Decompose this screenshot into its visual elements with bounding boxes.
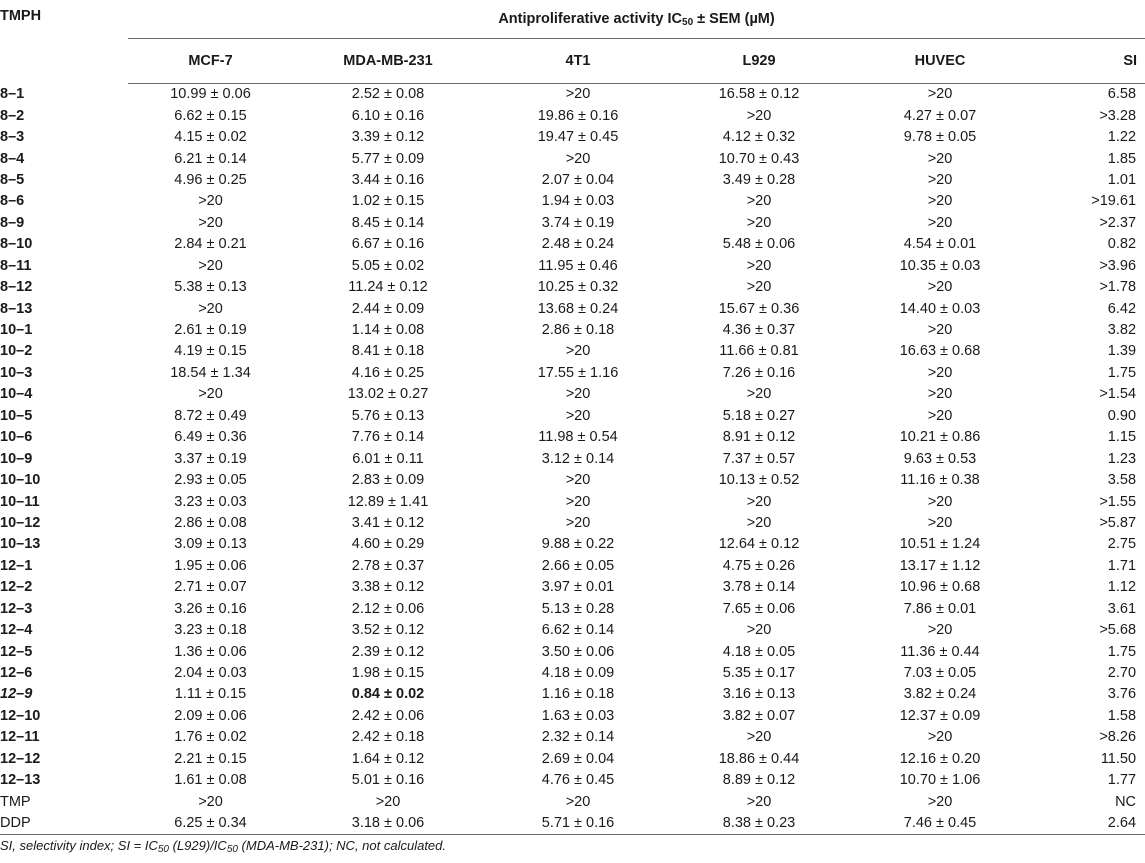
value-cell: 4.19 ± 0.15	[174, 343, 247, 360]
compound-name: 10–9	[0, 450, 33, 467]
value-cell: 7.26 ± 0.16	[722, 364, 796, 381]
si-cell: 2.75	[1107, 536, 1137, 553]
value-cell: 19.47 ± 0.45	[537, 129, 619, 146]
value-cell: 3.23 ± 0.03	[174, 493, 247, 510]
table-row	[0, 599, 1145, 620]
value-cell: 1.94 ± 0.03	[541, 193, 615, 210]
table-row	[0, 620, 1145, 641]
si-cell: 3.76	[1107, 686, 1137, 703]
table-row	[0, 363, 1145, 384]
compound-name: 8–1	[0, 85, 25, 102]
table-row	[0, 641, 1145, 662]
table-row	[0, 298, 1145, 319]
table-body	[0, 84, 1145, 835]
value-cell: 13.68 ± 0.24	[537, 300, 619, 317]
value-cell: 12.16 ± 0.20	[899, 750, 981, 767]
value-cell: >20	[927, 793, 953, 810]
compound-name: 12–2	[0, 579, 33, 596]
value-cell: 2.42 ± 0.18	[351, 729, 425, 746]
value-cell: 4.12 ± 0.32	[722, 129, 796, 146]
si-cell: 1.23	[1107, 450, 1137, 467]
table-row	[0, 706, 1145, 727]
value-cell: 4.18 ± 0.05	[722, 643, 796, 660]
value-cell: 3.12 ± 0.14	[541, 450, 615, 467]
value-cell: 8.89 ± 0.12	[722, 772, 796, 789]
value-cell: 8.72 ± 0.49	[174, 407, 247, 424]
compound-name: 10–2	[0, 343, 33, 360]
value-cell: >20	[927, 214, 953, 231]
value-cell: 2.84 ± 0.21	[174, 236, 247, 253]
table-row	[0, 148, 1145, 169]
table-row	[0, 663, 1145, 684]
value-cell: 6.49 ± 0.36	[174, 429, 247, 446]
column-header: L929	[673, 39, 845, 84]
value-cell: 17.55 ± 1.16	[537, 364, 619, 381]
compound-name: 8–12	[0, 279, 33, 296]
value-cell: 8.38 ± 0.23	[673, 813, 845, 835]
value-cell: 10.96 ± 0.68	[899, 579, 981, 596]
value-cell: 9.78 ± 0.05	[903, 129, 977, 146]
value-cell: 1.11 ± 0.15	[174, 686, 247, 703]
value-cell: >20	[198, 793, 223, 810]
compound-name: 10–13	[0, 536, 41, 553]
value-cell: 10.99 ± 0.06	[170, 86, 251, 103]
compound-name: 8–13	[0, 300, 33, 317]
value-cell: 16.63 ± 0.68	[899, 343, 981, 360]
value-cell: >20	[746, 729, 772, 746]
table-row	[0, 491, 1145, 512]
value-cell: 6.67 ± 0.16	[351, 236, 425, 253]
table-row	[0, 384, 1145, 405]
value-cell: 3.26 ± 0.16	[174, 600, 247, 617]
value-cell: 12.37 ± 0.09	[899, 707, 981, 724]
value-cell: 7.03 ± 0.05	[903, 665, 977, 682]
value-cell: 9.63 ± 0.53	[903, 450, 977, 467]
value-cell: 3.52 ± 0.12	[351, 622, 425, 639]
value-cell: 3.23 ± 0.18	[174, 622, 247, 639]
value-cell: 4.15 ± 0.02	[174, 129, 247, 146]
si-cell: 6.58	[1107, 86, 1137, 103]
value-cell: 3.78 ± 0.14	[722, 579, 796, 596]
value-cell: >20	[565, 386, 591, 403]
value-cell: 6.62 ± 0.15	[174, 107, 247, 124]
value-cell: 2.48 ± 0.24	[541, 236, 615, 253]
value-cell: 8.91 ± 0.12	[722, 429, 796, 446]
compound-name: 12–6	[0, 665, 33, 682]
value-cell: 2.09 ± 0.06	[174, 707, 247, 724]
table-row	[0, 534, 1145, 555]
value-cell: 2.71 ± 0.07	[174, 579, 247, 596]
value-cell: 5.48 ± 0.06	[722, 236, 796, 253]
table-row	[0, 684, 1145, 705]
value-cell: >20	[565, 793, 591, 810]
si-cell: 1.12	[1107, 579, 1137, 596]
compound-name: 12–10	[0, 707, 41, 724]
value-cell: >20	[198, 386, 223, 403]
value-cell: >20	[927, 729, 953, 746]
compound-name: 8–11	[0, 257, 32, 274]
value-cell: 1.36 ± 0.06	[174, 643, 247, 660]
table-row	[0, 341, 1145, 362]
value-cell: 1.02 ± 0.15	[351, 193, 425, 210]
value-cell: >20	[927, 514, 953, 531]
value-cell: >20	[198, 193, 223, 210]
table-row	[0, 577, 1145, 598]
compound-name: 10–4	[0, 386, 33, 403]
value-cell: 4.75 ± 0.26	[722, 557, 796, 574]
si-cell: >1.78	[1099, 279, 1137, 296]
compound-name: 12–11	[0, 729, 40, 746]
value-cell: 1.61 ± 0.08	[174, 772, 247, 789]
si-cell: 1.77	[1107, 772, 1137, 789]
value-cell: >20	[746, 193, 772, 210]
value-cell: 3.18 ± 0.06	[293, 813, 483, 835]
value-cell: 3.82 ± 0.24	[903, 686, 977, 703]
compound-name: 10–10	[0, 472, 41, 489]
compound-name: TMP	[0, 793, 31, 810]
value-cell: >20	[927, 86, 953, 103]
value-cell: 5.76 ± 0.13	[351, 407, 425, 424]
value-cell: 4.60 ± 0.29	[351, 536, 425, 553]
value-cell: >20	[927, 364, 953, 381]
compound-name: 10–5	[0, 407, 33, 424]
column-header: HUVEC	[845, 39, 1035, 84]
value-cell: >20	[927, 279, 953, 296]
value-cell: 7.46 ± 0.45	[845, 813, 1035, 835]
value-cell: >20	[927, 171, 953, 188]
compound-name: 10–11	[0, 493, 40, 510]
value-cell: >20	[927, 407, 953, 424]
value-cell: >20	[565, 150, 591, 167]
si-cell: NC	[1115, 793, 1137, 810]
value-cell: 5.18 ± 0.27	[722, 407, 796, 424]
si-cell: 1.85	[1107, 150, 1137, 167]
compound-name: 8–6	[0, 193, 25, 210]
value-cell: 0.84 ± 0.02	[351, 686, 425, 703]
value-cell: >20	[565, 407, 591, 424]
value-cell: >20	[746, 107, 772, 124]
compound-name: 12–13	[0, 772, 41, 789]
value-cell: >20	[198, 214, 223, 231]
compound-name: 8–9	[0, 214, 25, 231]
value-cell: 3.44 ± 0.16	[351, 171, 425, 188]
table-row	[0, 84, 1145, 106]
si-cell: 3.61	[1107, 600, 1137, 617]
value-cell: 2.69 ± 0.04	[541, 750, 615, 767]
value-cell: 2.86 ± 0.08	[174, 514, 247, 531]
value-cell: 2.78 ± 0.37	[351, 557, 425, 574]
value-cell: 12.64 ± 0.12	[718, 536, 800, 553]
value-cell: 2.07 ± 0.04	[541, 171, 615, 188]
value-cell: 11.24 ± 0.12	[348, 279, 428, 296]
value-cell: 10.13 ± 0.52	[718, 472, 800, 489]
value-cell: 14.40 ± 0.03	[899, 300, 981, 317]
value-cell: 3.50 ± 0.06	[541, 643, 615, 660]
value-cell: 5.35 ± 0.17	[722, 665, 796, 682]
value-cell: 3.82 ± 0.07	[722, 707, 796, 724]
compound-name: 10–12	[0, 514, 41, 531]
value-cell: 18.54 ± 1.34	[170, 364, 251, 381]
value-cell: >20	[565, 343, 591, 360]
si-cell: >3.96	[1099, 257, 1137, 274]
value-cell: 2.04 ± 0.03	[174, 665, 247, 682]
table-row	[0, 770, 1145, 791]
si-cell: >5.87	[1099, 514, 1137, 531]
value-cell: 6.21 ± 0.14	[174, 150, 247, 167]
value-cell: 2.66 ± 0.05	[541, 557, 615, 574]
value-cell: 2.12 ± 0.06	[351, 600, 425, 617]
value-cell: 2.61 ± 0.19	[174, 322, 247, 339]
column-header: MCF-7	[128, 39, 293, 84]
table-row	[0, 213, 1145, 234]
table-row	[0, 427, 1145, 448]
value-cell: >20	[565, 86, 591, 103]
group-header: Antiproliferative activity $IC_{50}$ ± SEM (µM)	[128, 0, 1145, 39]
si-cell: 1.71	[1107, 557, 1137, 574]
table-row	[0, 749, 1145, 770]
value-cell: 2.83 ± 0.09	[351, 472, 425, 489]
si-cell: >8.26	[1099, 729, 1137, 746]
si-cell: 1.01	[1107, 171, 1137, 188]
compound-name: 12–5	[0, 643, 33, 660]
si-cell: 11.50	[1100, 750, 1137, 767]
value-cell: 11.36 ± 0.44	[900, 643, 980, 660]
table-row	[0, 406, 1145, 427]
value-cell: 2.44 ± 0.09	[351, 300, 425, 317]
value-cell: >20	[746, 386, 772, 403]
table-row	[0, 170, 1145, 191]
value-cell: 4.76 ± 0.45	[541, 772, 615, 789]
compound-name: DDP	[0, 813, 128, 835]
value-cell: 8.45 ± 0.14	[351, 214, 425, 231]
si-cell: 1.22	[1107, 129, 1137, 146]
value-cell: >20	[927, 386, 953, 403]
table-row	[0, 448, 1145, 469]
compound-name: 10–6	[0, 429, 33, 446]
value-cell: 8.41 ± 0.18	[351, 343, 425, 360]
value-cell: >20	[927, 193, 953, 210]
table-row	[0, 556, 1145, 577]
value-cell: >20	[927, 150, 953, 167]
value-cell: 5.01 ± 0.16	[351, 772, 425, 789]
si-cell: 1.39	[1107, 343, 1137, 360]
value-cell: 19.86 ± 0.16	[537, 107, 619, 124]
value-cell: 3.39 ± 0.12	[351, 129, 425, 146]
value-cell: 11.95 ± 0.46	[538, 257, 618, 274]
value-cell: 3.74 ± 0.19	[541, 214, 615, 231]
compound-name: 8–4	[0, 150, 25, 167]
si-cell: 3.82	[1107, 322, 1137, 339]
si-cell: >3.28	[1099, 107, 1137, 124]
value-cell: 2.86 ± 0.18	[541, 322, 615, 339]
value-cell: 6.25 ± 0.34	[128, 813, 293, 835]
value-cell: 3.97 ± 0.01	[541, 579, 615, 596]
value-cell: 3.09 ± 0.13	[174, 536, 247, 553]
value-cell: 12.89 ± 1.41	[347, 493, 429, 510]
si-cell: >2.37	[1099, 214, 1137, 231]
compound-name: 12–1	[0, 557, 33, 574]
table-row	[0, 791, 1145, 812]
table-row	[0, 727, 1145, 748]
value-cell: 11.98 ± 0.54	[538, 429, 618, 446]
value-cell: 2.42 ± 0.06	[351, 707, 425, 724]
table-row	[0, 320, 1145, 341]
value-cell: >20	[746, 493, 772, 510]
compound-name: 12–12	[0, 750, 41, 767]
table-row	[0, 813, 1145, 835]
value-cell: 3.38 ± 0.12	[351, 579, 425, 596]
si-cell: 6.42	[1107, 300, 1137, 317]
compound-name: 12–3	[0, 600, 33, 617]
value-cell: 13.02 ± 0.27	[347, 386, 429, 403]
si-cell: 2.64	[1035, 813, 1145, 835]
si-cell: 1.75	[1107, 364, 1137, 381]
value-cell: >20	[746, 622, 772, 639]
value-cell: 5.77 ± 0.09	[351, 150, 425, 167]
value-cell: 4.36 ± 0.37	[722, 322, 796, 339]
value-cell: 2.39 ± 0.12	[351, 643, 425, 660]
table-row	[0, 127, 1145, 148]
value-cell: >20	[198, 257, 223, 274]
value-cell: 16.58 ± 0.12	[718, 86, 800, 103]
value-cell: >20	[927, 322, 953, 339]
si-cell: 1.75	[1107, 643, 1137, 660]
compound-name: 8–2	[0, 107, 25, 124]
si-cell: 1.15	[1107, 429, 1137, 446]
value-cell: >20	[927, 493, 953, 510]
column-header: MDA-MB-231	[293, 39, 483, 84]
value-cell: 4.16 ± 0.25	[351, 364, 425, 381]
si-cell: 1.58	[1107, 707, 1137, 724]
value-cell: 5.13 ± 0.28	[541, 600, 615, 617]
value-cell: 1.64 ± 0.12	[351, 750, 425, 767]
table-row	[0, 234, 1145, 255]
value-cell: 2.32 ± 0.14	[541, 729, 615, 746]
value-cell: 5.05 ± 0.02	[351, 257, 425, 274]
compound-name: 8–5	[0, 171, 25, 188]
value-cell: >20	[198, 300, 223, 317]
value-cell: 6.62 ± 0.14	[541, 622, 615, 639]
value-cell: 4.18 ± 0.09	[541, 665, 615, 682]
si-cell: 3.58	[1107, 472, 1137, 489]
value-cell: 7.76 ± 0.14	[351, 429, 425, 446]
compound-name: 8–10	[0, 236, 33, 253]
value-cell: 1.76 ± 0.02	[174, 729, 247, 746]
si-cell: 0.90	[1107, 407, 1137, 424]
value-cell: 1.14 ± 0.08	[351, 322, 425, 339]
value-cell: 10.70 ± 1.06	[899, 772, 981, 789]
value-cell: 1.95 ± 0.06	[174, 557, 247, 574]
value-cell: >20	[927, 622, 953, 639]
value-cell: 7.65 ± 0.06	[722, 600, 796, 617]
value-cell: 1.16 ± 0.18	[541, 686, 615, 703]
value-cell: >20	[746, 514, 772, 531]
value-cell: 10.70 ± 0.43	[718, 150, 800, 167]
value-cell: >20	[565, 514, 591, 531]
table-row	[0, 256, 1145, 277]
compound-name: 12–4	[0, 622, 33, 639]
value-cell: 2.93 ± 0.05	[174, 472, 247, 489]
value-cell: 4.27 ± 0.07	[903, 107, 977, 124]
value-cell: 1.98 ± 0.15	[351, 665, 425, 682]
value-cell: 10.51 ± 1.24	[899, 536, 981, 553]
table-row	[0, 105, 1145, 126]
value-cell: 3.37 ± 0.19	[174, 450, 247, 467]
si-cell: >19.61	[1091, 193, 1137, 210]
value-cell: 18.86 ± 0.44	[718, 750, 800, 767]
value-cell: 2.52 ± 0.08	[351, 86, 425, 103]
row-header: TMPH	[0, 8, 42, 24]
value-cell: 7.86 ± 0.01	[903, 600, 977, 617]
compound-name: 10–1	[0, 322, 33, 339]
si-cell: 0.82	[1107, 236, 1137, 253]
column-header: 4T1	[483, 39, 673, 84]
compound-name: 12–9	[0, 686, 33, 703]
value-cell: >20	[375, 793, 401, 810]
si-cell: >5.68	[1099, 622, 1137, 639]
compound-name: 8–3	[0, 129, 25, 146]
value-cell: 15.67 ± 0.36	[718, 300, 800, 317]
value-cell: 13.17 ± 1.12	[899, 557, 981, 574]
value-cell: 1.63 ± 0.03	[541, 707, 615, 724]
table-row	[0, 277, 1145, 298]
value-cell: 3.49 ± 0.28	[722, 171, 796, 188]
value-cell: 4.54 ± 0.01	[903, 236, 977, 253]
table-row	[0, 513, 1145, 534]
value-cell: 3.41 ± 0.12	[351, 514, 425, 531]
value-cell: 11.16 ± 0.38	[900, 472, 980, 489]
value-cell: 5.71 ± 0.16	[483, 813, 673, 835]
value-cell: 9.88 ± 0.22	[541, 536, 615, 553]
table-footnote: SI, selectivity index; SI = $IC_{50}$ $(L929)/IC_{50}$ (MDA-MB-231); NC, not calculated.	[0, 838, 447, 855]
value-cell: 7.37 ± 0.57	[722, 450, 796, 467]
si-cell: 2.70	[1107, 665, 1137, 682]
value-cell: 4.96 ± 0.25	[174, 171, 247, 188]
value-cell: 10.35 ± 0.03	[899, 257, 981, 274]
value-cell: 11.66 ± 0.81	[719, 343, 799, 360]
si-cell: >1.55	[1099, 493, 1137, 510]
column-header: SI	[1035, 39, 1145, 84]
table-row	[0, 470, 1145, 491]
value-cell: 2.21 ± 0.15	[174, 750, 247, 767]
value-cell: >20	[746, 257, 772, 274]
value-cell: 6.01 ± 0.11	[352, 450, 424, 467]
value-cell: >20	[746, 279, 772, 296]
value-cell: >20	[565, 493, 591, 510]
value-cell: 10.21 ± 0.86	[899, 429, 981, 446]
value-cell: >20	[746, 793, 772, 810]
si-cell: >1.54	[1099, 386, 1137, 403]
value-cell: 3.16 ± 0.13	[722, 686, 796, 703]
table-row	[0, 191, 1145, 212]
value-cell: 10.25 ± 0.32	[537, 279, 619, 296]
value-cell: >20	[565, 472, 591, 489]
value-cell: 5.38 ± 0.13	[174, 279, 247, 296]
value-cell: 6.10 ± 0.16	[351, 107, 425, 124]
value-cell: >20	[746, 214, 772, 231]
compound-name: 10–3	[0, 364, 33, 381]
